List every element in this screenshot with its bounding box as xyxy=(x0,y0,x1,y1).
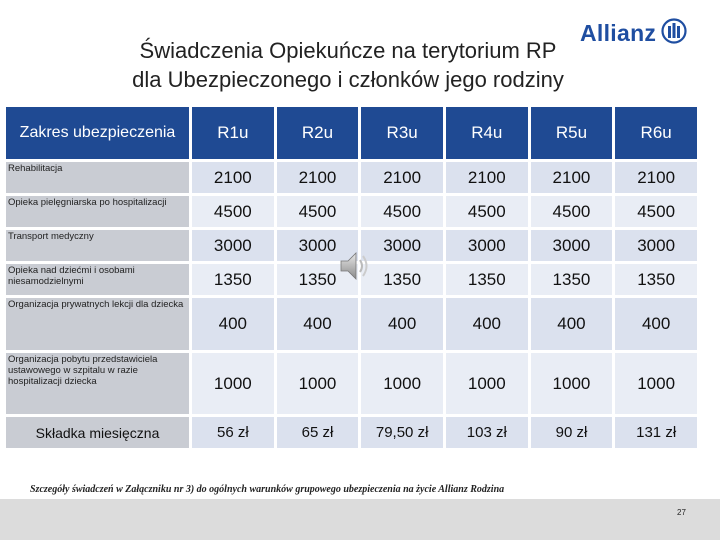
table-cell: 3000 xyxy=(361,230,443,261)
title-line-1: Świadczenia Opiekuńcze na terytorium RP xyxy=(139,38,557,63)
table-cell: 400 xyxy=(615,298,697,350)
row-label: Opieka pielęgniarska po hospitalizacji xyxy=(6,196,189,227)
table-cell: 3000 xyxy=(531,230,613,261)
table-cell: 400 xyxy=(446,298,528,350)
header-r1u: R1u xyxy=(192,107,274,159)
fee-cell: 56 zł xyxy=(192,417,274,448)
table-cell: 1350 xyxy=(615,264,697,295)
header-r5u: R5u xyxy=(531,107,613,159)
page-title xyxy=(88,36,608,94)
logo-text: Allianz xyxy=(580,19,657,46)
table-cell: 1000 xyxy=(192,353,274,414)
table-cell: 1000 xyxy=(531,353,613,414)
table-row xyxy=(6,162,697,193)
table-cell: 1000 xyxy=(361,353,443,414)
table-cell: 4500 xyxy=(531,196,613,227)
fee-cell: 131 zł xyxy=(615,417,697,448)
table-cell: 400 xyxy=(531,298,613,350)
row-label: Opieka nad dziećmi i osobami niesamodzielnymi xyxy=(6,264,189,295)
speaker-icon[interactable] xyxy=(337,248,373,289)
table-cell: 1000 xyxy=(615,353,697,414)
table-cell: 2100 xyxy=(446,162,528,193)
fee-label: Składka miesięczna xyxy=(6,417,189,448)
table-cell: 2100 xyxy=(531,162,613,193)
table-cell: 4500 xyxy=(192,196,274,227)
title-line-2: dla Ubezpieczonego i członków jego rodziny xyxy=(132,67,564,92)
footer-bar xyxy=(0,499,720,540)
table-cell: 2100 xyxy=(277,162,359,193)
table-cell: 4500 xyxy=(361,196,443,227)
table-cell: 2100 xyxy=(361,162,443,193)
header-r3u: R3u xyxy=(361,107,443,159)
table-cell: 1350 xyxy=(361,264,443,295)
table-row xyxy=(6,196,697,227)
allianz-eagle-icon xyxy=(661,18,687,49)
footnote: Szczegóły świadczeń w Załączniku nr 3) do ogólnych warunków grupowego ubezpieczenia na życie Allianz Rodzina xyxy=(30,484,505,495)
row-label: Organizacja pobytu przedstawiciela ustawowego w szpitalu w razie hospitalizacji dziecka xyxy=(6,353,189,414)
table-cell: 2100 xyxy=(615,162,697,193)
table-cell: 4500 xyxy=(615,196,697,227)
table-cell: 3000 xyxy=(615,230,697,261)
table-cell: 2100 xyxy=(192,162,274,193)
header-r6u: R6u xyxy=(615,107,697,159)
fee-cell: 90 zł xyxy=(531,417,613,448)
fee-row xyxy=(6,417,697,448)
table-row xyxy=(6,353,697,414)
table-cell: 4500 xyxy=(277,196,359,227)
fee-cell: 65 zł xyxy=(277,417,359,448)
table-cell: 400 xyxy=(361,298,443,350)
row-label: Transport medyczny xyxy=(6,230,189,261)
fee-cell: 79,50 zł xyxy=(361,417,443,448)
table-cell: 1350 xyxy=(192,264,274,295)
table-header-row xyxy=(6,107,697,159)
table-cell: 1350 xyxy=(531,264,613,295)
row-label: Organizacja prywatnych lekcji dla dziecka xyxy=(6,298,189,350)
table-row xyxy=(6,298,697,350)
header-r4u: R4u xyxy=(446,107,528,159)
page-number: 27 xyxy=(677,508,686,517)
table-cell: 4500 xyxy=(446,196,528,227)
table-cell: 400 xyxy=(192,298,274,350)
table-cell: 3000 xyxy=(446,230,528,261)
table-cell: 3000 xyxy=(192,230,274,261)
table-cell: 400 xyxy=(277,298,359,350)
table-cell: 1000 xyxy=(446,353,528,414)
header-r2u: R2u xyxy=(277,107,359,159)
table-cell: 1000 xyxy=(277,353,359,414)
table-cell: 1350 xyxy=(277,264,359,295)
row-label: Rehabilitacja xyxy=(6,162,189,193)
header-scope: Zakres ubezpieczenia xyxy=(6,107,189,159)
table-cell: 1350 xyxy=(446,264,528,295)
fee-cell: 103 zł xyxy=(446,417,528,448)
table-cell: 3000 xyxy=(277,230,359,261)
